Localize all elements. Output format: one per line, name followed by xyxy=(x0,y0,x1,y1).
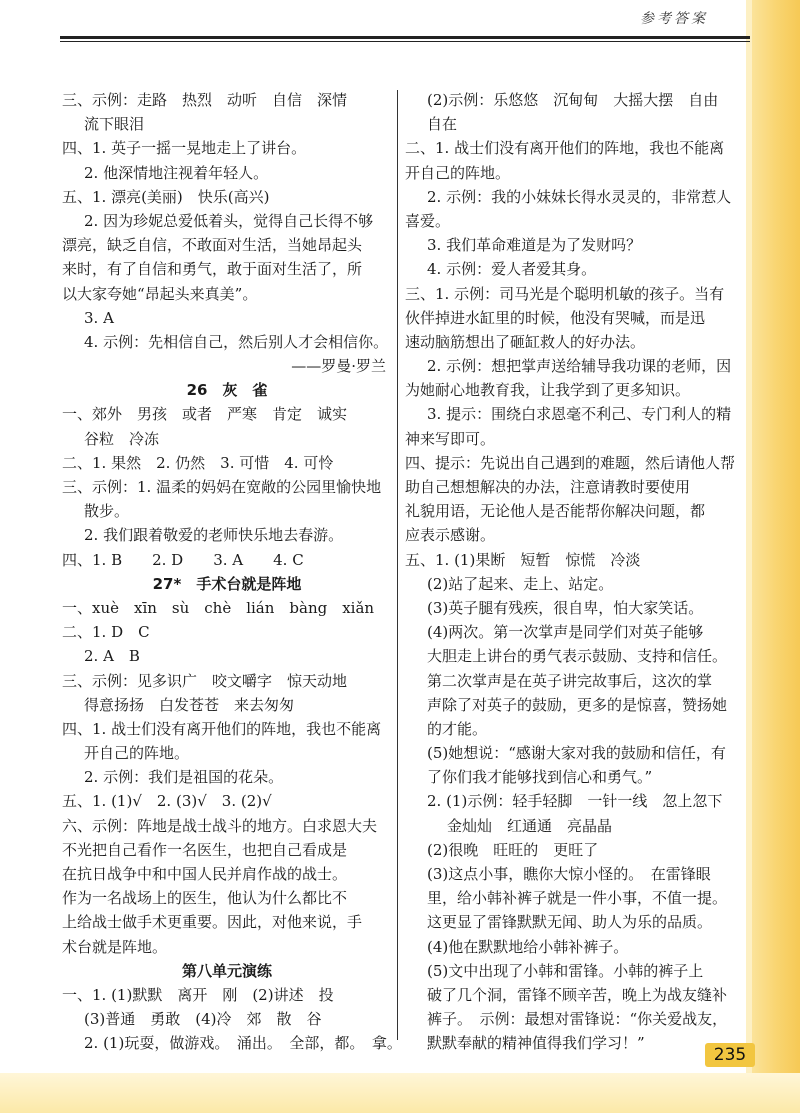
section-title: 26 灰 雀 xyxy=(186,381,268,400)
answer-line: (3)英子腿有残疾，很自卑，怕大家笑话。 xyxy=(427,598,704,617)
answer-line: (2)很晚 旺旺的 更旺了 xyxy=(427,840,599,859)
header-rule xyxy=(60,36,750,39)
answer-line: 二、1. D C xyxy=(62,623,150,642)
answer-line: 2. (1)示例：轻手轻脚 一针一线 忽上忽下 xyxy=(427,792,723,811)
answer-line: 三、1. 示例：司马光是个聪明机敏的孩子。当有 xyxy=(405,284,725,303)
answer-line: 五、1. (1)√ 2. (3)√ 3. (2)√ xyxy=(62,792,272,811)
page-bottom-decoration xyxy=(0,1073,800,1113)
column-divider xyxy=(397,90,398,1040)
answer-line: ——罗曼·罗兰 xyxy=(291,357,386,376)
answer-line: 2. (1)玩耍，做游戏。 涌出。 全部，都。 拿。 xyxy=(84,1034,402,1053)
answer-line: 4. 示例：爱人者爱其身。 xyxy=(427,260,597,279)
answer-line: 大胆走上讲台的勇气表示鼓励、支持和信任。 xyxy=(427,647,728,666)
answer-line: 第二次掌声是在英子讲完故事后，这次的掌 xyxy=(427,671,713,690)
answer-line: 不光把自己看作一名医生，也把自己看成是 xyxy=(62,840,348,859)
answer-line: 一、xuè xīn sù chè lián bàng xiǎn xyxy=(62,598,375,617)
answer-line: 的才能。 xyxy=(427,719,488,738)
answer-line: 三、示例：见多识广 咬文嚼字 惊天动地 xyxy=(62,671,348,690)
answer-line: 在抗日战争中和中国人民并肩作战的战士。 xyxy=(62,865,348,883)
header-label: 参考答案 xyxy=(640,11,708,27)
answer-line: 开自己的阵地。 xyxy=(405,163,511,182)
answer-line: 2. A B xyxy=(84,647,140,666)
answer-line: 3. 提示：围绕白求恩毫不利己、专门利人的精 xyxy=(427,405,732,424)
answer-line: 3. A xyxy=(84,308,114,327)
answer-line: 上给战士做手术更重要。因此，对他来说，手 xyxy=(62,913,363,932)
answer-line: 得意扬扬 白发苍苍 来去匆匆 xyxy=(84,695,295,714)
answer-line: 为她耐心地教育我，让我学到了更多知识。 xyxy=(405,381,691,400)
answer-line: 来时，有了自信和勇气，敢于面对生活了，所 xyxy=(62,260,363,279)
answer-line: 四、1. 英子一摇一晃地走上了讲台。 xyxy=(62,139,307,158)
answer-line: 裤子。 示例：最想对雷锋说：“你关爱战友， xyxy=(427,1010,728,1029)
answer-line: 3. 我们革命难道是为了发财吗？ xyxy=(427,236,642,255)
answer-line: 金灿灿 红通通 亮晶晶 xyxy=(447,816,613,835)
answer-line: 声除了对英子的鼓励，更多的是惊喜，赞扬她 xyxy=(427,695,728,714)
answer-line: 三、示例：走路 热烈 动听 自信 深情 xyxy=(62,91,348,109)
right-column xyxy=(405,88,750,1056)
answer-line: 谷粒 冷冻 xyxy=(84,429,160,448)
answer-line: 四、提示：先说出自己遇到的难题，然后请他人帮 xyxy=(405,453,736,472)
answer-line: 2. 示例：我的小妹妹长得水灵灵的，非常惹人 xyxy=(427,187,732,206)
answer-line: (3)普通 勇敢 (4)冷 郊 散 谷 xyxy=(84,1010,322,1029)
answer-line: 术台就是阵地。 xyxy=(62,937,168,956)
answer-line: 五、1. (1)果断 短暂 惊慌 冷淡 xyxy=(405,550,641,569)
answer-line: 了你们我才能够找到信心和勇气。” xyxy=(427,768,653,787)
answer-line: 2. 示例：我们是祖国的花朵。 xyxy=(84,768,284,787)
answer-line: 四、1. B 2. D 3. A 4. C xyxy=(62,550,304,569)
answer-line: (5)她想说：“感谢大家对我的鼓励和信任，有 xyxy=(427,744,726,763)
answer-line: 神来写即可。 xyxy=(405,429,496,448)
answer-line: 2. 因为珍妮总爱低着头，觉得自己长得不够 xyxy=(84,211,374,230)
answer-line: (2)示例：乐悠悠 沉甸甸 大摇大摆 自由 xyxy=(427,91,719,109)
answer-line: 二、1. 战士们没有离开他们的阵地，我也不能离 xyxy=(405,139,725,158)
answer-line: 4. 示例：先相信自己，然后别人才会相信你。 xyxy=(84,332,389,351)
answer-line: 自在 xyxy=(427,115,458,134)
answer-line: 应表示感谢。 xyxy=(405,526,496,545)
answer-line: 一、1. (1)默默 离开 刚 (2)讲述 投 xyxy=(62,985,334,1004)
page-number: 235 xyxy=(705,1043,755,1067)
answer-line: 三、示例：1. 温柔的妈妈在宽敞的公园里愉快地 xyxy=(62,478,382,496)
answer-line: 2. 我们跟着敬爱的老师快乐地去春游。 xyxy=(84,526,344,545)
left-column xyxy=(62,88,402,1056)
header-rule-thin xyxy=(60,41,750,42)
section-title: 第八单元演练 xyxy=(181,961,272,980)
answer-line: 喜爱。 xyxy=(405,211,451,230)
answer-line: 礼貌用语，无论他人是否能帮你解决问题，都 xyxy=(405,502,706,521)
answer-line: (5)文中出现了小韩和雷锋。小韩的裤子上 xyxy=(427,961,704,980)
answer-line: 破了几个洞，雷锋不顾辛苦，晚上为战友缝补 xyxy=(427,985,728,1004)
answer-line: 六、示例：阵地是战士战斗的地方。白求恩大夫 xyxy=(62,816,378,835)
answer-line: 助自己想想解决的办法，注意请教时要使用 xyxy=(405,478,691,496)
answer-line: 流下眼泪 xyxy=(84,115,145,134)
answer-line: 作为一名战场上的医生，他认为什么都比不 xyxy=(62,889,348,908)
answer-line: 默默奉献的精神值得我们学习！” xyxy=(427,1034,645,1053)
answer-line: 速动脑筋想出了砸缸救人的好办法。 xyxy=(405,332,646,351)
answer-line: 2. 他深情地注视着年轻人。 xyxy=(84,163,269,182)
section-title: 27* 手术台就是阵地 xyxy=(152,574,302,593)
answer-line: 开自己的阵地。 xyxy=(84,744,190,763)
answer-line: (4)两次。第一次掌声是同学们对英子能够 xyxy=(427,623,704,642)
answer-line: 2. 示例：想把掌声送给辅导我功课的老师，因 xyxy=(427,357,732,376)
answer-line: 五、1. 漂亮(美丽) 快乐(高兴) xyxy=(62,187,270,206)
answer-line: 二、1. 果然 2. 仍然 3. 可惜 4. 可怜 xyxy=(62,453,334,472)
answer-line: (2)站了起来、走上、站定。 xyxy=(427,574,614,593)
answer-line: 伙伴掉进水缸里的时候，他没有哭喊，而是迅 xyxy=(405,308,706,327)
answer-line: 这更显了雷锋默默无闻、助人为乐的品质。 xyxy=(427,913,713,932)
answer-line: (3)这点小事，瞧你大惊小怪的。 在雷锋眼 xyxy=(427,865,711,883)
answer-line: 以大家夸她“昂起头来真美”。 xyxy=(62,284,258,303)
answer-line: 漂亮，缺乏自信，不敢面对生活，当她昂起头 xyxy=(62,236,363,255)
answer-line: 一、郊外 男孩 或者 严寒 肯定 诚实 xyxy=(62,405,348,424)
answer-line: 四、1. 战士们没有离开他们的阵地，我也不能离 xyxy=(62,719,382,738)
answer-line: 散步。 xyxy=(84,502,130,521)
answer-line: (4)他在默默地给小韩补裤子。 xyxy=(427,937,629,956)
page-edge-decoration xyxy=(752,0,800,1113)
answer-line: 里，给小韩补裤子就是一件小事，不值一提。 xyxy=(427,889,728,908)
